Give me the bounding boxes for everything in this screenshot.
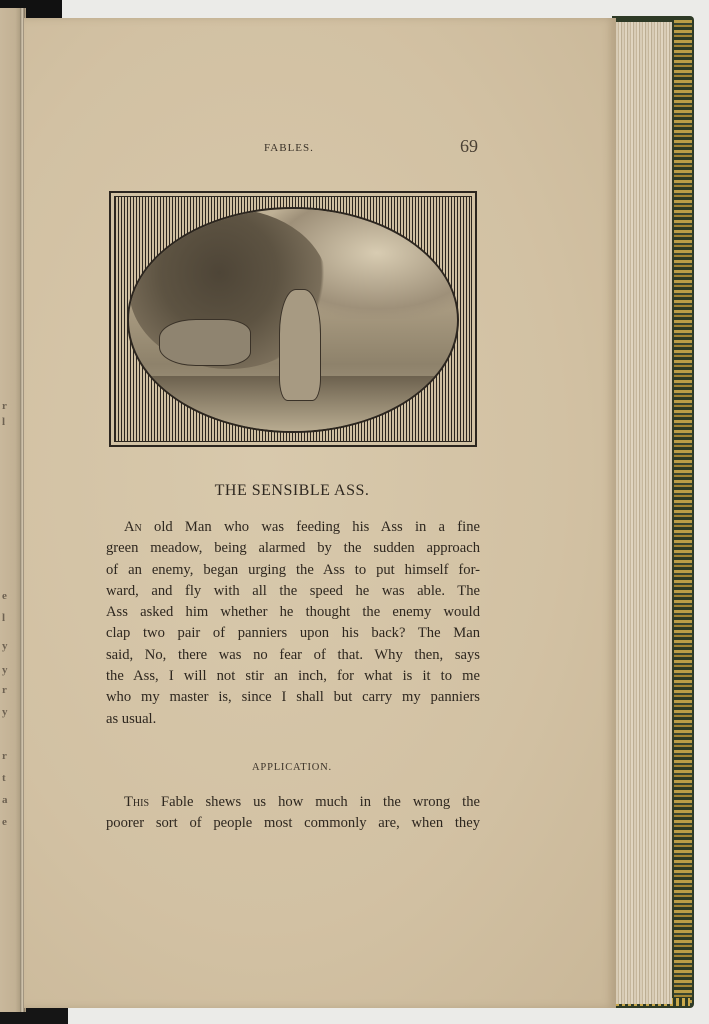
text-line: as usual. — [106, 710, 157, 727]
left-page-fragment: l — [2, 612, 6, 624]
left-page-fragment: y — [2, 664, 8, 676]
left-page-fragment: r — [2, 750, 7, 762]
text-line: poorer sort of people most commonly are, when they — [106, 815, 480, 832]
engraving-illustration — [109, 191, 477, 447]
donkey-figure — [159, 319, 251, 366]
drop-word: An — [124, 519, 142, 535]
left-page-fragment: e — [2, 816, 7, 828]
page-edges — [610, 22, 672, 1004]
facing-left-page — [0, 8, 22, 1012]
engraving-oval-scene — [127, 207, 459, 433]
text-line: ward, and fly with all the speed he was able. The — [106, 582, 480, 599]
gilt-border-decoration — [674, 20, 692, 1004]
page-number: 69 — [460, 136, 478, 156]
line-text: old Man who was feeding his Ass in a fine — [141, 519, 480, 535]
left-page-fragment: y — [2, 640, 8, 652]
application-heading: APPLICATION. — [252, 762, 332, 773]
left-page-fragment: l — [2, 416, 6, 428]
book-page — [24, 18, 616, 1008]
line-text: Fable shews us how much in the wrong the — [149, 794, 480, 810]
left-page-fragment: y — [2, 706, 8, 718]
old-man-figure — [279, 289, 321, 401]
application-text — [106, 792, 480, 835]
fable-text — [106, 517, 480, 730]
left-page-fragment: e — [2, 590, 7, 602]
left-page-fragment: t — [2, 772, 6, 784]
drop-word: This — [124, 794, 150, 810]
text-line — [106, 517, 480, 538]
left-page-fragment: a — [2, 794, 8, 806]
text-line — [106, 792, 480, 813]
left-page-fragment: r — [2, 400, 7, 412]
running-head: FABLES. — [264, 142, 314, 154]
fable-title: THE SENSIBLE ASS. — [214, 482, 370, 499]
left-page-fragment: r — [2, 684, 7, 696]
text-line: the Ass, I will not stir an inch, for what is it to me — [106, 668, 480, 685]
engraving-frame — [114, 196, 472, 442]
text-line: green meadow, being alarmed by the sudden approach — [106, 540, 480, 557]
text-line: of an enemy, began urging the Ass to put himself for- — [106, 561, 480, 578]
text-line: who my master is, since I shall but carry my panniers — [106, 689, 480, 706]
text-line: said, No, there was no fear of that. Why then, says — [106, 646, 480, 663]
text-line: clap two pair of panniers upon his back? The Man — [106, 625, 480, 642]
text-line: Ass asked him whether he thought the enemy would — [106, 604, 480, 621]
